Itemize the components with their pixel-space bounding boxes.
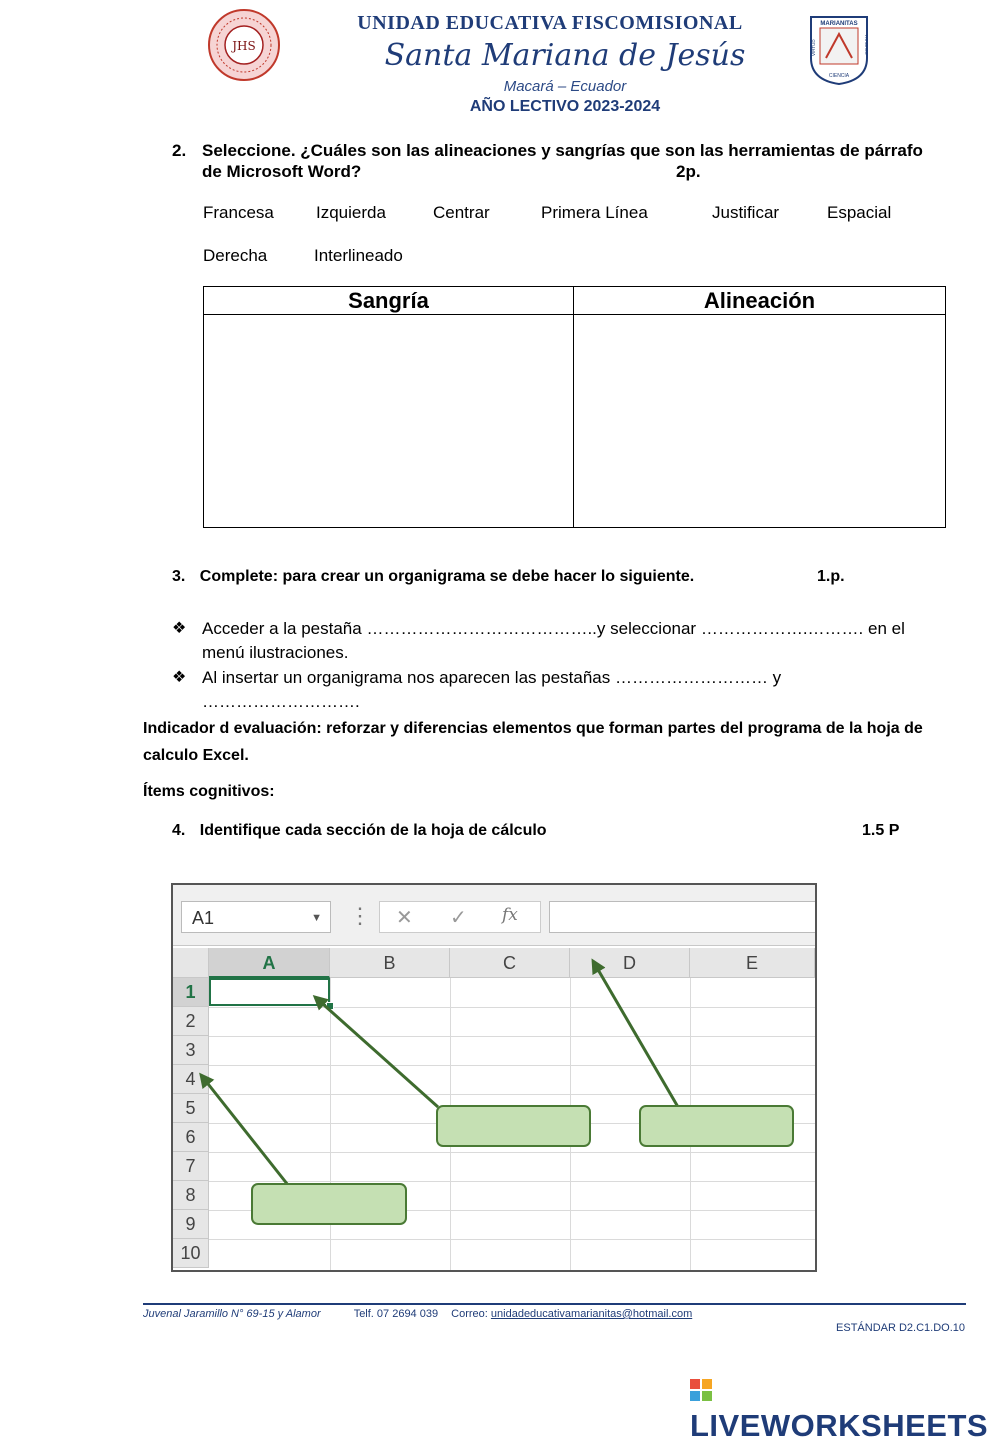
cancel-icon: ✕ (396, 907, 413, 929)
seal-monogram: JHS (232, 39, 256, 53)
bullet-diamond-icon: ❖ (172, 620, 187, 637)
check-icon: ✓ (450, 907, 467, 929)
list-item (172, 617, 932, 665)
school-script-name: Santa Mariana de Jesús (384, 38, 746, 73)
answer-box-cell[interactable] (436, 1105, 591, 1147)
option-word[interactable]: Primera Línea (541, 203, 648, 222)
answer-box-column[interactable] (639, 1105, 794, 1147)
row-header: 4 (173, 1065, 209, 1094)
liveworksheets-brand (690, 1372, 1000, 1444)
liveworksheets-text: LIVEWORKSHEETS (690, 1408, 989, 1443)
drop-zone-sangria[interactable] (204, 315, 574, 528)
question-2-text: Seleccione. ¿Cuáles son las alineaciones y sangrías que son las herramientas de párrafo de Microsoft Word? (202, 141, 923, 181)
option-word[interactable]: Interlineado (314, 246, 403, 265)
school-year: AÑO LECTIVO 2023-2024 (469, 98, 661, 115)
question-4-number: 4. (172, 822, 186, 839)
question-2-points: 2p. (676, 162, 701, 181)
question-3 (172, 568, 872, 586)
footer-email-label: Correo: (451, 1308, 488, 1320)
fx-icon: fx (502, 905, 518, 925)
row-header: 5 (173, 1094, 209, 1123)
column-header: C (450, 948, 570, 978)
table-header-sangria: Sangría (204, 287, 574, 315)
answer-box-row[interactable] (251, 1183, 407, 1225)
footer-standard-code: ESTÁNDAR D2.C1.DO.10 (836, 1322, 965, 1334)
school-city: Macará – Ecuador (503, 78, 627, 95)
footer-address: Juvenal Jaramillo N° 69-15 y Alamor (143, 1308, 321, 1320)
question-2-number: 2. (172, 141, 187, 160)
footer-divider (143, 1303, 966, 1305)
question-2 (172, 140, 932, 182)
shield-text-trabajo: TRABAJO (864, 34, 869, 55)
left-seal-logo (207, 8, 281, 82)
row-header: 10 (173, 1239, 209, 1268)
arrow-to-column-headers (593, 961, 678, 1107)
row-header: 3 (173, 1036, 209, 1065)
row-header: 2 (173, 1007, 209, 1036)
column-header: E (690, 948, 815, 978)
shield-text-ciencia: CIENCIA (828, 73, 850, 79)
list-item (172, 666, 932, 714)
footer-phone: Telf. 07 2694 039 (353, 1308, 439, 1320)
row-header: 6 (173, 1123, 209, 1152)
shield-text-marianitas: MARIANITAS (820, 21, 858, 27)
column-header: B (330, 948, 450, 978)
column-header: D (570, 948, 690, 978)
separator-dots-icon: ⋮ (349, 903, 371, 928)
shield-text-virtud: VIRTUD (811, 39, 816, 56)
name-box-value: A1 (192, 908, 215, 928)
option-word[interactable]: Justificar (712, 203, 780, 222)
question-4 (172, 822, 912, 840)
table-header-alineacion: Alineación (574, 287, 946, 315)
question-3-number: 3. (172, 568, 186, 585)
classification-table (203, 286, 946, 528)
row-header: 1 (173, 978, 209, 1007)
arrow-to-row-headers (201, 1075, 288, 1185)
question-3-points: 1.p. (817, 568, 845, 585)
bullet-text: Al insertar un organigrama nos aparecen las pestañas ……………………… y ………………………. (202, 668, 782, 711)
bullet-text: Acceder a la pestaña …………………………………..y seleccionar ……………….………. en el menú ilustraciones. (202, 619, 905, 662)
liveworksheets-logo-icon (690, 1379, 712, 1401)
row-header: 7 (173, 1152, 209, 1181)
dropdown-icon: ▼ (311, 912, 322, 924)
drop-zone-alineacion[interactable] (574, 315, 946, 528)
option-word[interactable]: Centrar (433, 203, 490, 222)
arrow-to-active-cell (315, 997, 438, 1107)
question-3-text: Complete: para crear un organigrama se debe hacer lo siguiente. (199, 568, 695, 585)
footer-contact (143, 1308, 692, 1320)
footer-email-link[interactable]: unidadeducativamarianitas@hotmail.com (490, 1308, 693, 1320)
option-word[interactable]: Izquierda (316, 203, 386, 222)
row-header: 9 (173, 1210, 209, 1239)
school-name: UNIDAD EDUCATIVA FISCOMISIONAL (357, 12, 743, 34)
option-word[interactable]: Francesa (203, 203, 274, 222)
items-label: Ítems cognitivos: (143, 783, 275, 800)
option-word[interactable]: Espacial (827, 203, 892, 222)
bullet-diamond-icon: ❖ (172, 669, 187, 686)
question-4-points: 1.5 P (862, 822, 900, 839)
option-word[interactable]: Derecha (203, 246, 268, 265)
excel-spreadsheet-image (171, 883, 817, 1272)
evaluation-indicator: Indicador d evaluación: reforzar y diferencias elementos que forman partes del programa de la hoja de calculo Excel. (143, 720, 923, 764)
column-header: A (209, 948, 330, 978)
question-4-text: Identifique cada sección de la hoja de cálculo (199, 822, 547, 839)
row-header: 8 (173, 1181, 209, 1210)
